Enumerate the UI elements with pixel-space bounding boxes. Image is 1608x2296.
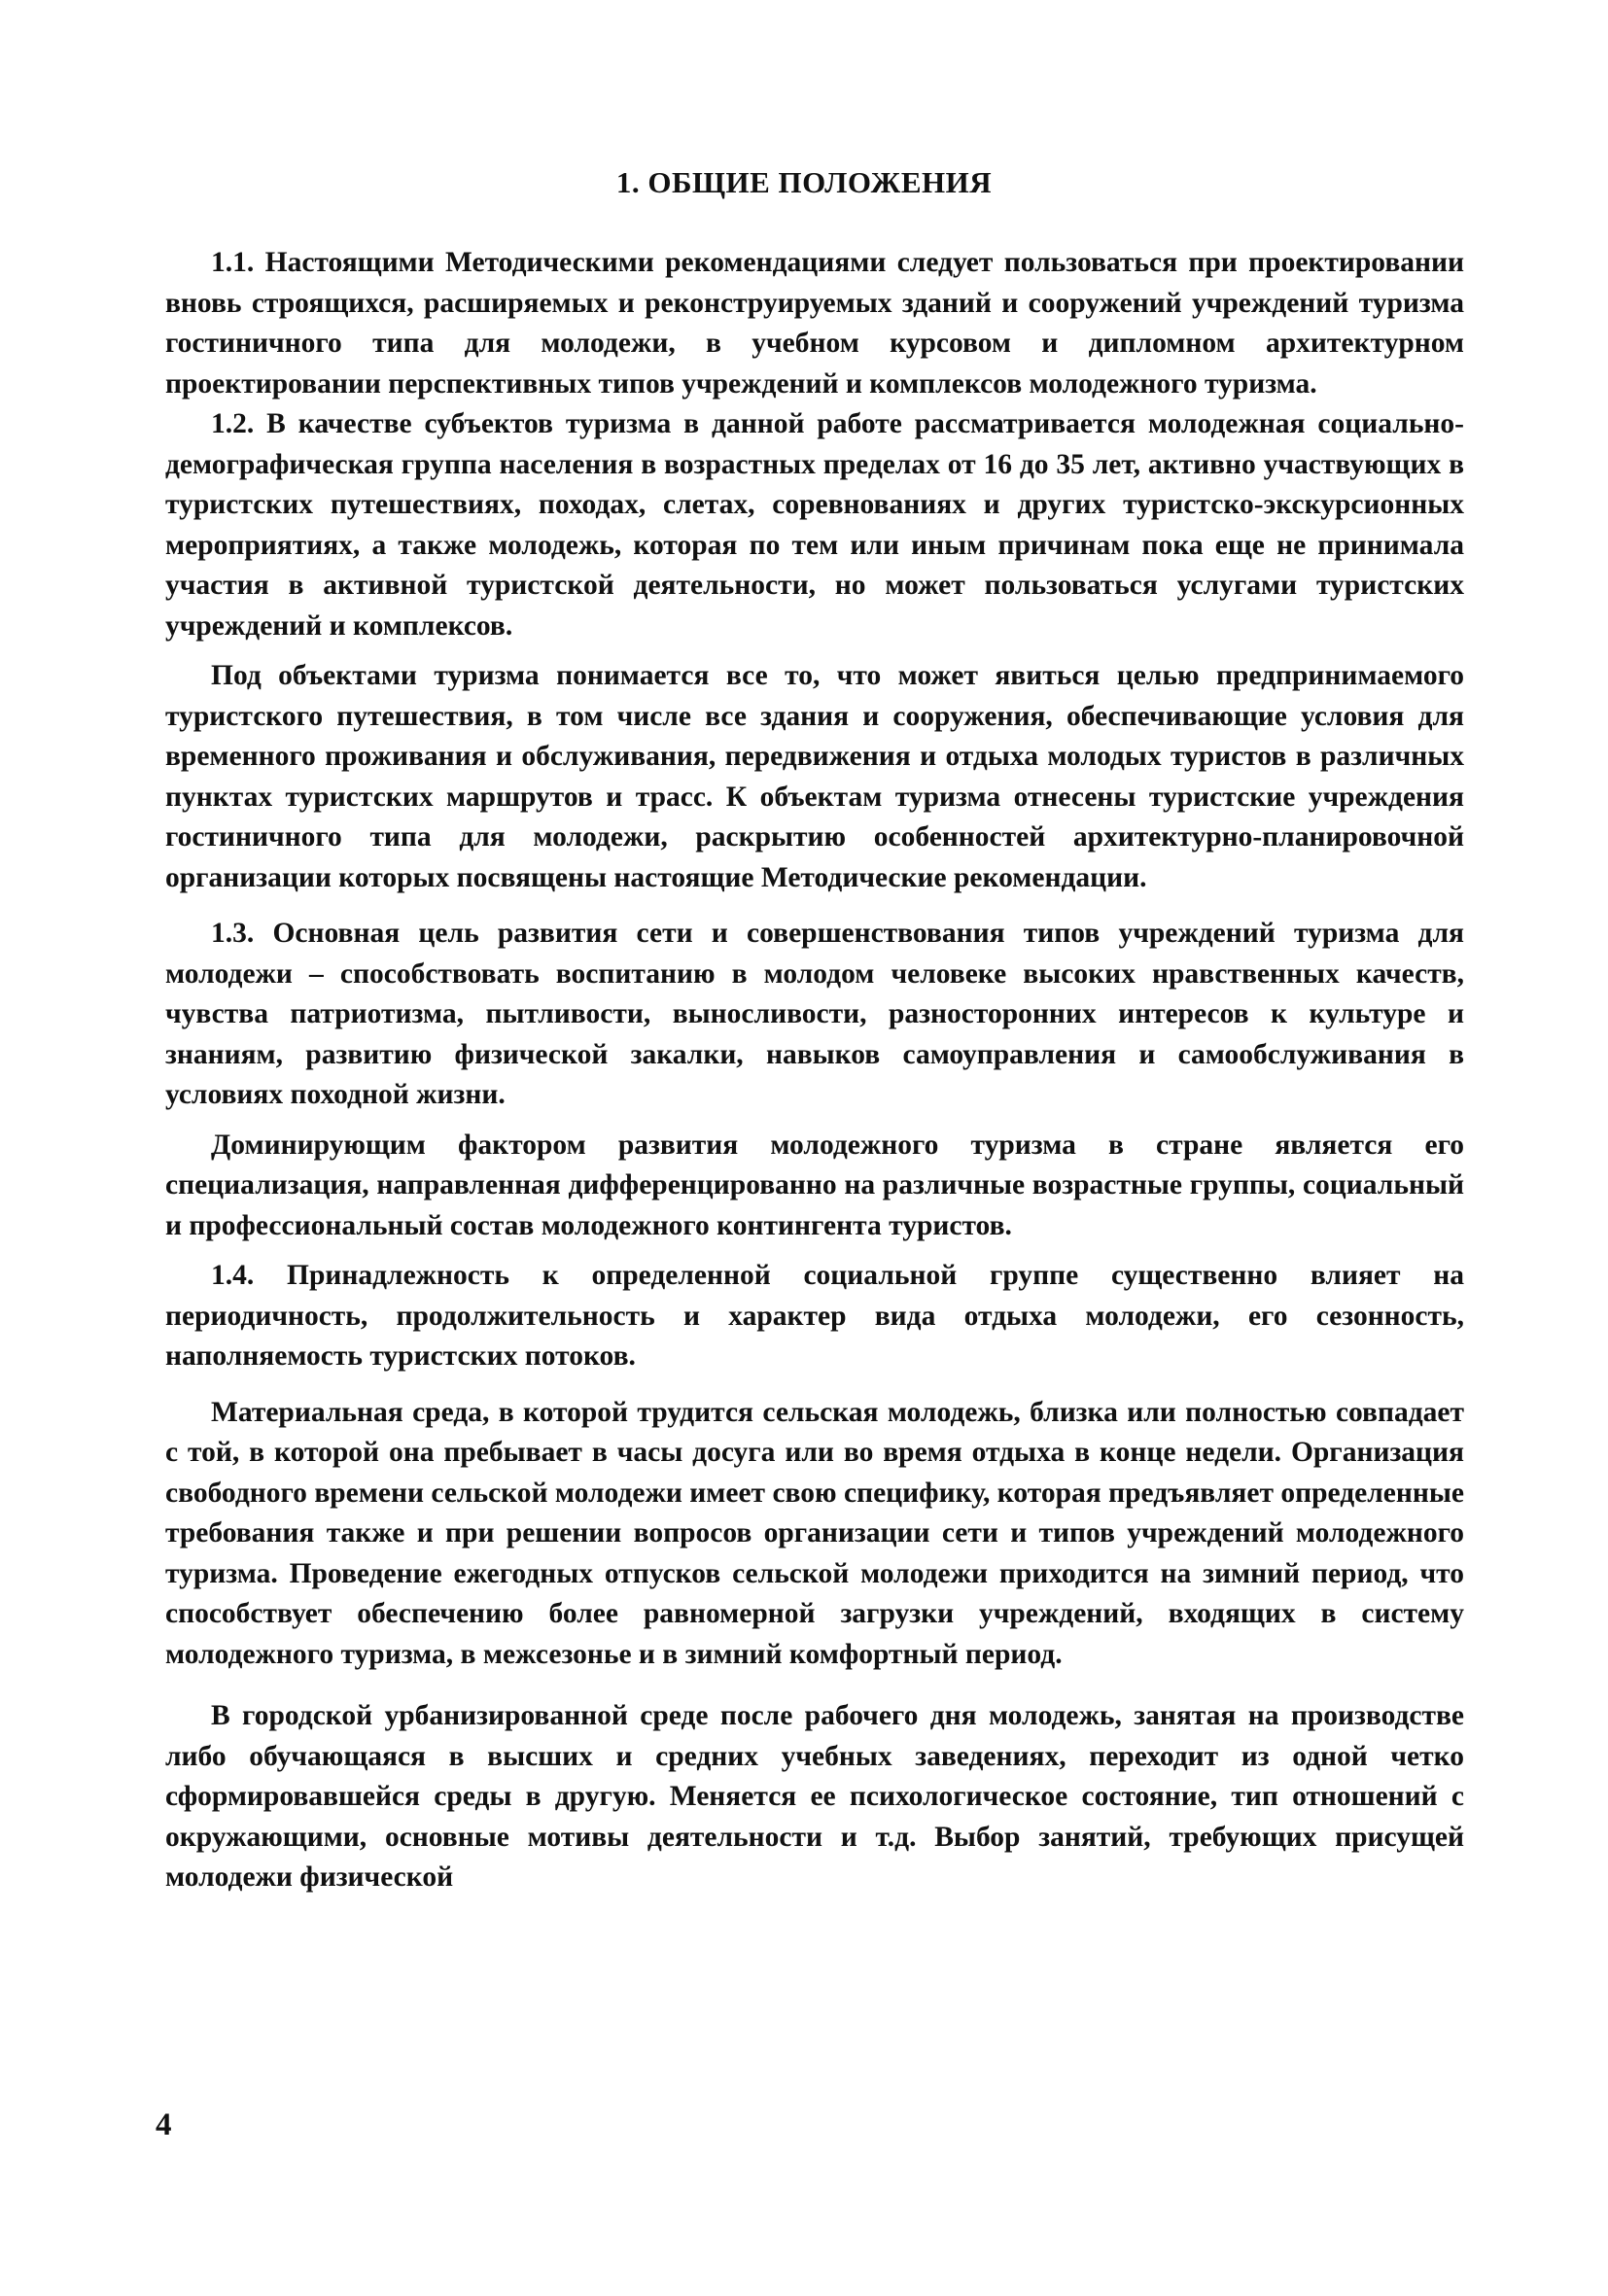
page-number: 4 [156, 2107, 172, 2142]
paragraph-rural-youth: Материальная среда, в которой трудится сельская молодежь, близка или полностью совпадает с той, в которой она пребывает в часы досуга или во время отдыха в конце недели. Организация свободного времени сельской молодежи имеет свою специфику, которая предъявляет определенные требования также и при решении вопросов организации сети и типов учреждений молодежного туризма. Проведение ежегодных отпусков сельской молодежи приходится на зимний период, что способствует обеспечению более равномерной загрузки учреждений, входящих в систему молодежного туризма, в межсезонье и в зимний комфортный период. [165, 1396, 1464, 1670]
paragraph-1-1: 1.1. Настоящими Методическими рекомендациями следует пользоваться при проектировании вновь строящихся, расширяемых и реконструируемых зданий и сооружений учреждений туризма гостиничного типа для молодежи, в учебном курсовом и дипломном архитектурном проектировании перспективных типов учреждений и комплексов молодежного туризма. [165, 247, 1464, 400]
paragraph-1-3: 1.3. Основная цель развития сети и совершенствования типов учреждений туризма для молодежи – способствовать воспитанию в молодом человеке высоких нравственных качеств, чувства патриотизма, пытливости, выносливости, разносторонних интересов к культуре и знаниям, развитию физической закалки, навыков самоуправления и самообслуживания в условиях походной жизни. [165, 918, 1464, 1110]
paragraph-1-2: 1.2. В качестве субъектов туризма в данной работе рассматривается молодежная социально-демографическая группа населения в возрастных пределах от 16 до 35 лет, активно участвующих в туристских путешествиях, походах, слетах, соревнованиях и других туристско-экскурсионных мероприятиях, а также молодежь, которая по тем или иным причинам пока еще не принимала участия в активной туристской деятельности, но может пользоваться услугами туристских учреждений и комплексов. [165, 408, 1464, 642]
paragraph-urban-youth: В городской урбанизированной среде после рабочего дня молодежь, занятая на производстве либо обучающаяся в высших и средних учебных заведениях, переходит из одной четко сформировавшейся среды в другую. Меняется ее психологическое состояние, тип отношений с окружающими, основные мотивы деятельности и т.д. Выбор занятий, требующих присущей молодежи физической [165, 1700, 1464, 1893]
paragraph-1-4: 1.4. Принадлежность к определенной социальной группе существенно влияет на периодичность, продолжительность и характер вида отдыха молодежи, его сезонность, наполняемость туристских потоков. [165, 1260, 1464, 1372]
body-text [165, 243, 1464, 1898]
paragraph-dominant-factor: Доминирующим фактором развития молодежного туризма в стране является его специализация, направленная дифференцированно на различные возрастные группы, социальный и профессиональный состав молодежного контингента туристов. [165, 1129, 1464, 1241]
paragraph-objects-of-tourism: Под объектами туризма понимается все то, что может явиться целью предпринимаемого туристского путешествия, в том числе все здания и сооружения, обеспечивающие условия для временного проживания и обслуживания, передвижения и отдыха молодых туристов в различных пунктах туристских маршрутов и трасс. К объектам туризма отнесены туристские учреждения гостиничного типа для молодежи, раскрытию особенностей архитектурно-планировочной организации которых посвящены настоящие Методические рекомендации. [165, 660, 1464, 893]
section-heading: 1. ОБЩИЕ ПОЛОЖЕНИЯ [615, 165, 993, 199]
